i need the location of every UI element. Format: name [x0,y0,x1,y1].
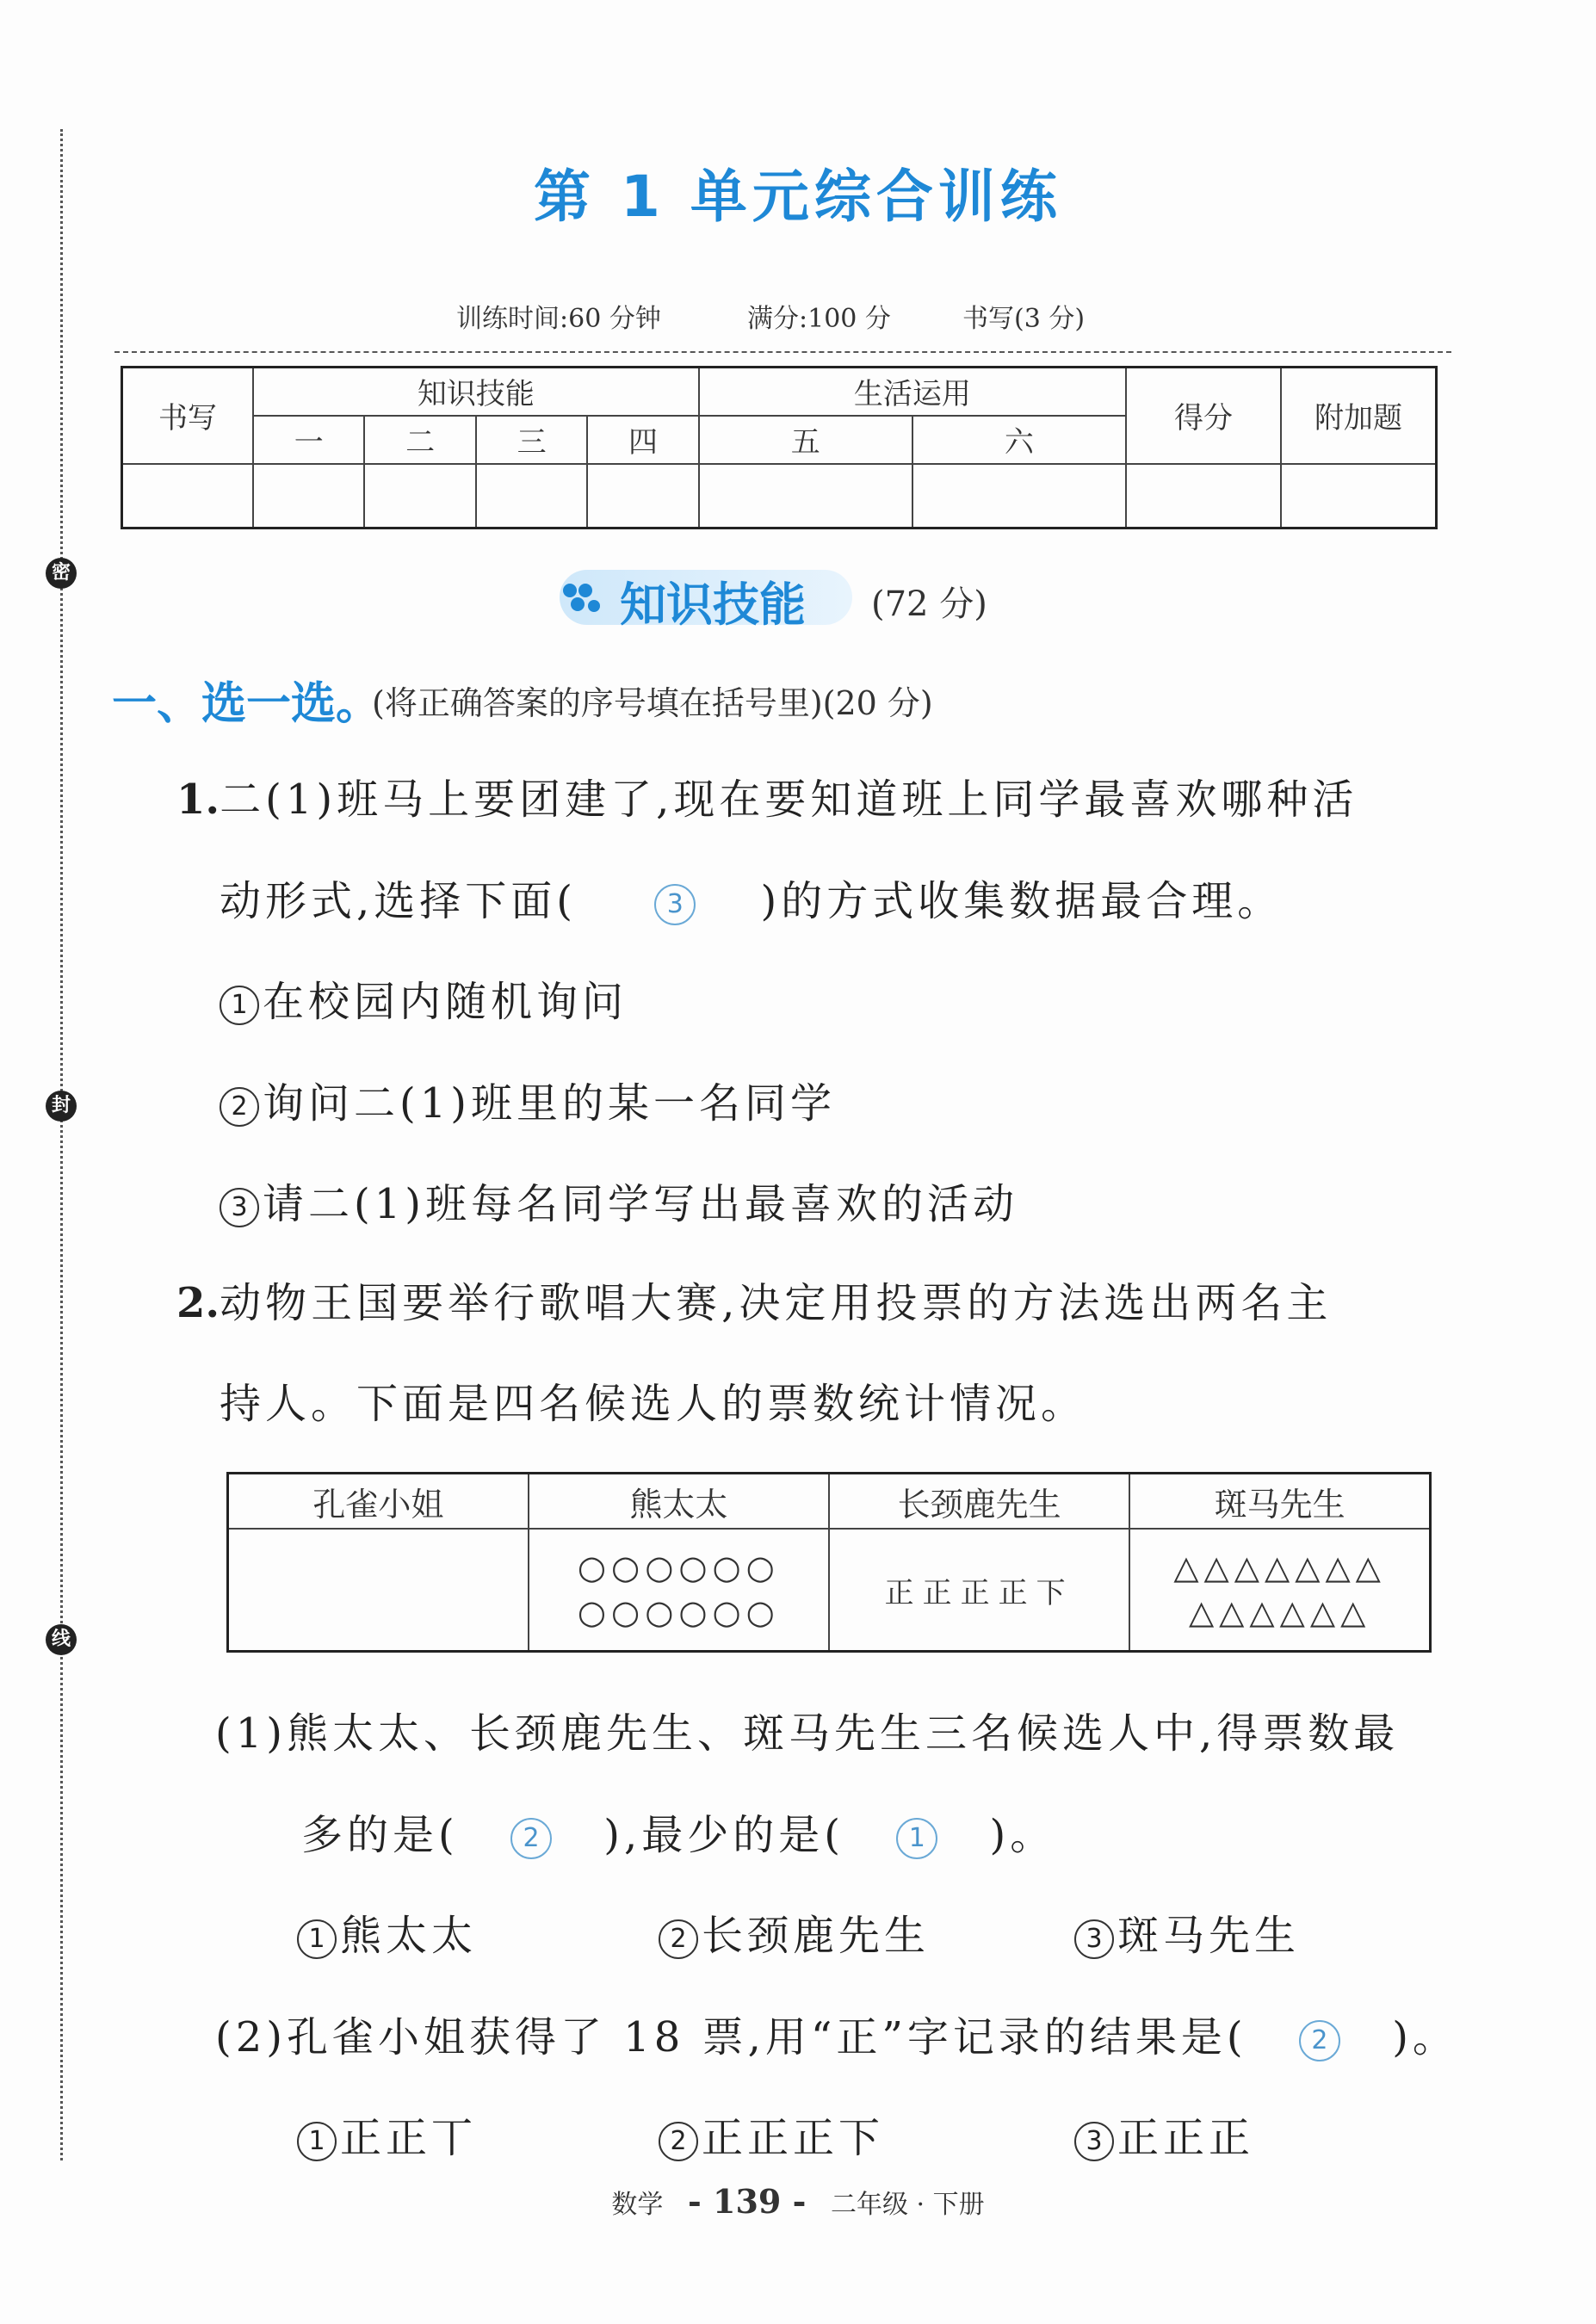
option-number: 3 [220,1188,259,1227]
part-instruction: (将正确答案的序号填在括号里)(20 分) [372,684,933,722]
page-footer [0,2182,1596,2221]
score-cell[interactable] [587,464,698,528]
footer-subject: 数学 [611,2190,664,2220]
vote-cell-bear [529,1529,829,1652]
q2-sub2-answer[interactable]: 2 [1299,2020,1340,2061]
bear-circles-row: ○○○○○○ [577,1593,780,1631]
q2-sub1-text-a: 多的是( [301,1811,459,1859]
footer-grade: 二年级 · 下册 [830,2190,985,2220]
q2-sub2-text-a: (2)孔雀小姐获得了 18 票,用“正”字记录的结果是( [215,2013,1247,2061]
option-text: 长颈鹿先生 [702,1912,931,1960]
q2-sub2-option [659,2105,884,2164]
section-score: (72 分) [871,584,987,624]
page-title: 第 1 单元综合训练 [534,164,1062,230]
q2-sub2-option [1074,2105,1254,2164]
option-number: 1 [297,2122,337,2161]
q1-text-2a: 动形式,选择下面( [220,877,577,925]
binding-dotted-line [60,129,63,2160]
vote-cell-zebra [1129,1529,1430,1652]
q1-answer[interactable]: 3 [654,884,696,925]
giraffe-tally: 正正正正下 [884,1575,1074,1610]
score-col-3: 三 [476,416,587,464]
score-cell[interactable] [699,464,912,528]
option-number: 1 [297,1919,337,1959]
option-text: 正正丅 [340,2114,478,2162]
q2-sub1-answer-most[interactable]: 2 [510,1818,552,1859]
q2-sub1-text-c: )。 [989,1811,1056,1859]
binding-mark-seal: 密 [46,558,77,589]
score-col-5: 五 [699,416,912,464]
q2-text-1: 动物王国要举行歌唱大赛,决定用投票的方法选出两名主 [220,1279,1333,1327]
q1-number: 1. [176,776,220,824]
dashed-divider [114,351,1451,353]
score-col-4: 四 [587,416,698,464]
bear-circles-row: ○○○○○○ [577,1548,780,1586]
vote-header-giraffe: 长颈鹿先生 [829,1474,1129,1530]
q2-number: 2. [176,1279,220,1327]
score-cell[interactable] [1126,464,1281,528]
vote-cell-peacock[interactable] [228,1529,529,1652]
option-number: 2 [659,1919,698,1959]
vote-cell-giraffe [829,1529,1129,1652]
option-text: 请二(1)班每名同学写出最喜欢的活动 [263,1180,1018,1228]
option-text: 正正正 [1117,2114,1255,2162]
score-header-bonus: 附加题 [1281,368,1437,464]
score-cell[interactable] [476,464,587,528]
vote-table [226,1472,1432,1653]
score-header-application: 生活运用 [699,368,1126,416]
option-text: 斑马先生 [1117,1912,1301,1960]
option-text: 熊太太 [340,1912,478,1960]
option-text: 正正正下 [702,2114,885,2162]
q2-sub1-option [659,1902,930,1962]
binding-mark-line: 线 [46,1624,77,1655]
q2-line-2: 持人。下面是四名候选人的票数统计情况。 [220,1380,1087,1428]
score-header-knowledge: 知识技能 [253,368,699,416]
vote-header-zebra: 斑马先生 [1129,1474,1430,1530]
section-title: 知识技能 [620,578,806,632]
writing-score: 书写(3 分) [962,304,1086,334]
score-header-total: 得分 [1126,368,1281,464]
option-number: 3 [1074,1919,1114,1959]
q1-line-2 [220,868,1283,927]
q2-sub2-line-1 [215,2004,1458,2063]
q1-text-2b: )的方式收集数据最合理。 [760,877,1284,925]
score-cell[interactable] [122,464,254,528]
binding-mark-seal: 封 [46,1091,77,1122]
q2-sub1-line-1: (1)熊太太、长颈鹿先生、斑马先生三名候选人中,得票数最 [215,1709,1400,1758]
score-col-6: 六 [912,416,1126,464]
score-cell[interactable] [364,464,475,528]
q1-text-1: 二(1)班马上要团建了,现在要知道班上同学最喜欢哪种活 [220,776,1358,824]
q1-option [220,1070,836,1129]
option-number: 3 [1074,2122,1114,2161]
option-number: 2 [659,2122,698,2161]
score-cell[interactable] [1281,464,1437,528]
score-table [121,366,1438,529]
vote-header-bear: 熊太太 [529,1474,829,1530]
time-limit: 训练时间:60 分钟 [456,304,661,334]
q2-sub1-option [1074,1902,1300,1962]
score-cell[interactable] [253,464,364,528]
q1-line-1 [176,766,1358,825]
q2-line-1 [176,1270,1332,1329]
q2-sub2-text-b: )。 [1392,2013,1458,2061]
score-cell[interactable] [912,464,1126,528]
full-score: 满分:100 分 [747,304,891,334]
q2-sub1-line-2 [301,1802,1055,1861]
zebra-triangles-row: △△△△△△△ [1173,1548,1386,1586]
page-number: - 139 - [688,2182,807,2221]
part-heading: 一、选一选。 [112,678,381,730]
section-dots-icon [560,580,604,618]
option-number: 2 [220,1087,259,1127]
zebra-triangles-row: △△△△△△ [1188,1593,1371,1631]
q1-option [220,968,628,1028]
q2-sub1-answer-least[interactable]: 1 [896,1818,937,1859]
q2-sub2-option [297,2105,477,2164]
vote-header-peacock: 孔雀小姐 [228,1474,529,1530]
score-col-1: 一 [253,416,364,464]
option-text: 在校园内随机询问 [263,978,628,1026]
option-number: 1 [220,986,259,1025]
score-header-writing: 书写 [122,368,254,464]
q2-sub1-option [297,1902,477,1962]
q1-option [220,1171,1018,1230]
q2-sub1-text-b: ),最少的是( [603,1811,844,1859]
option-text: 询问二(1)班里的某一名同学 [263,1079,836,1128]
score-col-2: 二 [364,416,475,464]
